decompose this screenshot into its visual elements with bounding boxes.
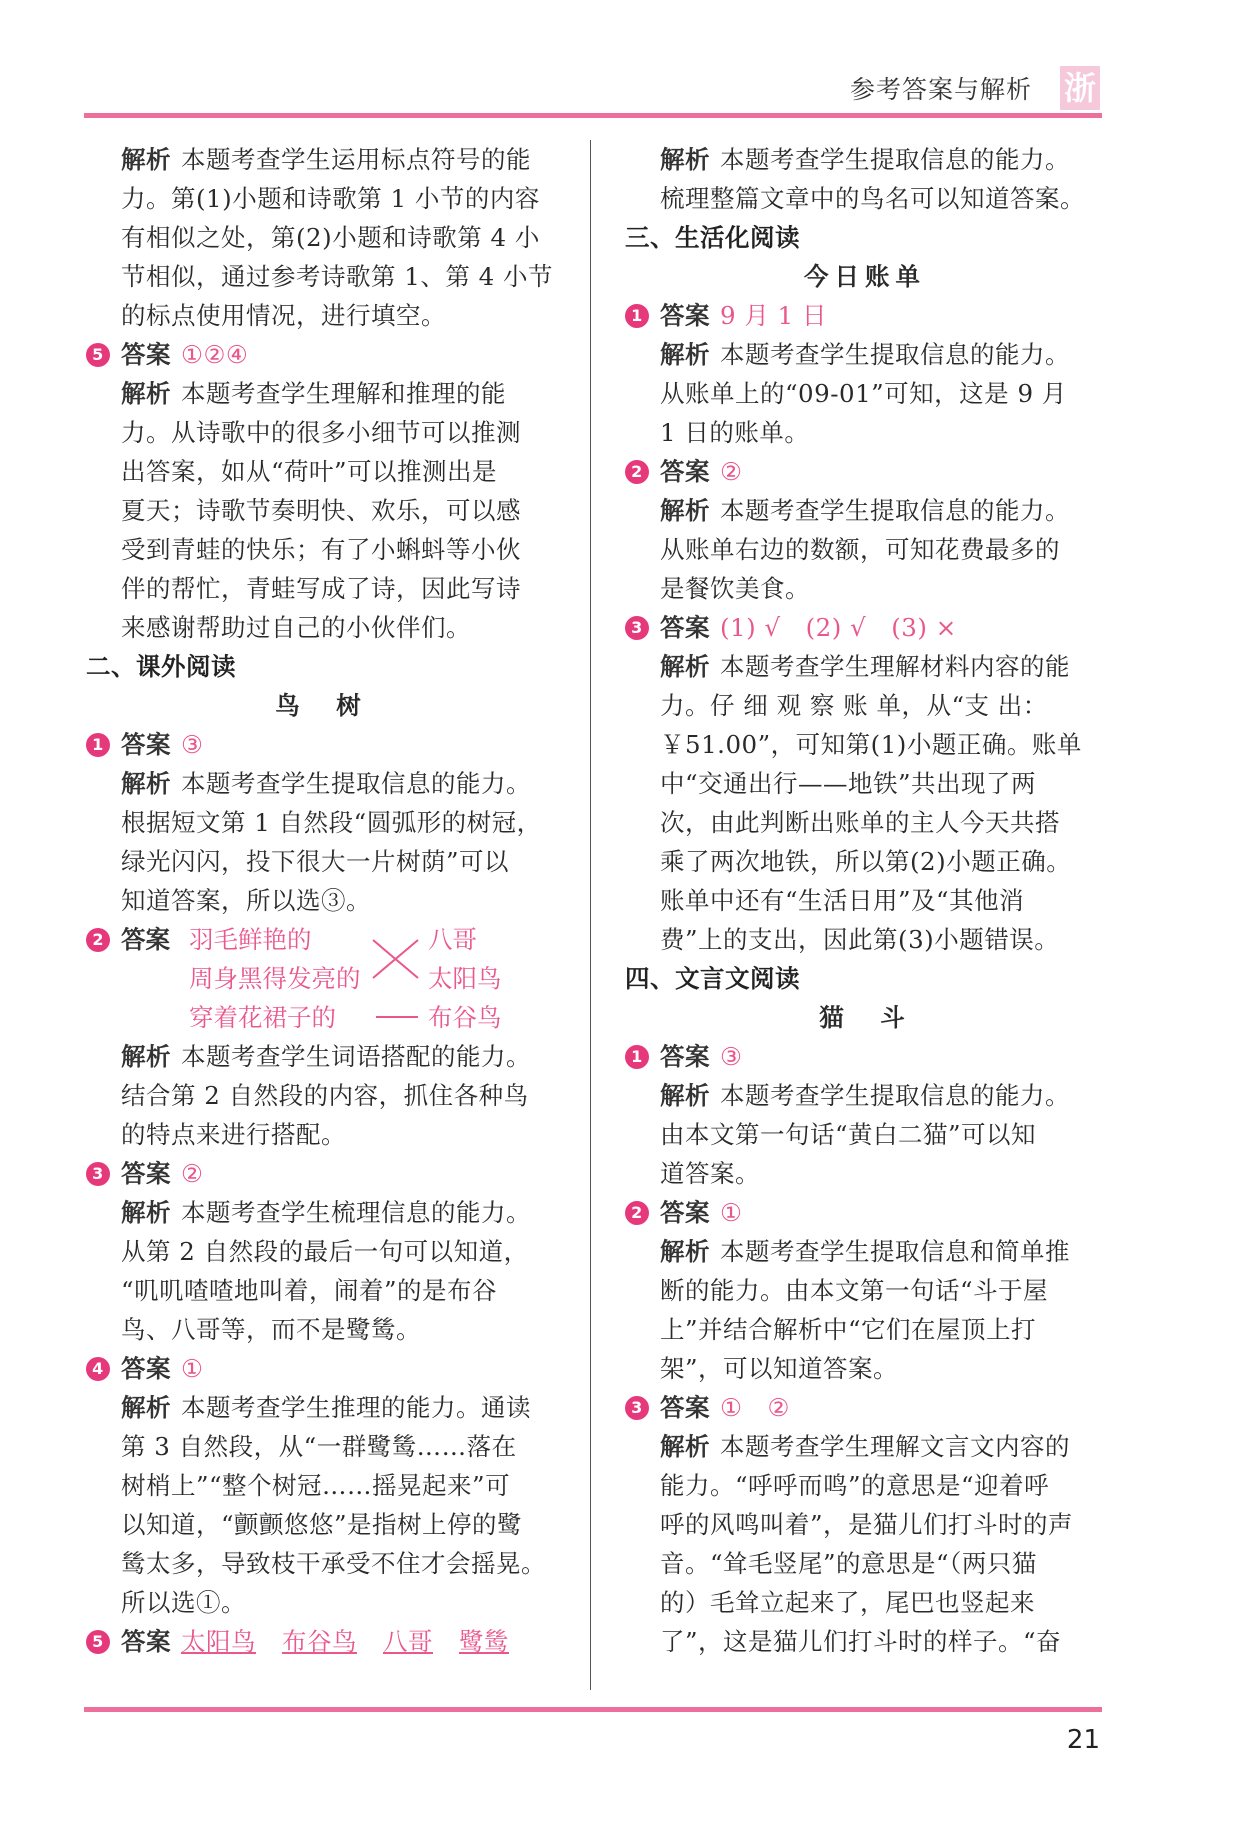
question-number: 1 bbox=[86, 733, 110, 757]
text-line: 伴的帮忙，青蛙写成了诗，因此写诗 bbox=[121, 574, 521, 603]
answer-line bbox=[86, 1349, 556, 1388]
text-line: 第 3 自然段，从“一群鹭鸶……落在 bbox=[121, 1432, 517, 1461]
analysis-label: 解析 bbox=[121, 769, 171, 798]
analysis-label: 解析 bbox=[660, 1081, 710, 1110]
text-line: ￥51.00”，可知第(1)小题正确。账单 bbox=[660, 730, 1082, 759]
text-line: 节相似，通过参考诗歌第 1、第 4 小节 bbox=[121, 262, 554, 291]
text-line: 费”上的支出，因此第(3)小题错误。 bbox=[660, 925, 1060, 954]
text-line: 乘了两次地铁，所以第(2)小题正确。 bbox=[660, 847, 1072, 876]
header-rule bbox=[84, 113, 1102, 118]
passage-title: 鸟 树 bbox=[275, 691, 367, 720]
text-line: 中“交通出行——地铁”共出现了两 bbox=[660, 769, 1037, 798]
text-line: 鸟、八哥等，而不是鹭鸶。 bbox=[121, 1315, 421, 1344]
text-line: 次，由此判断出账单的主人今天共搭 bbox=[660, 808, 1060, 837]
text-line: “叽叽喳喳地叫着，闹着”的是布谷 bbox=[121, 1276, 498, 1305]
text-line: 了”，这是猫儿们打斗时的样子。“奋 bbox=[660, 1627, 1062, 1656]
answer-value: ① bbox=[720, 1198, 743, 1227]
text-line: 音。“耸毛竖尾”的意思是“（两只猫 bbox=[660, 1549, 1037, 1578]
text-line: 夏天；诗歌节奏明快、欢乐，可以感 bbox=[121, 496, 521, 525]
answer-label: 答案 bbox=[121, 925, 170, 954]
right-column bbox=[625, 140, 1105, 1661]
text-line: 的标点使用情况，进行填空。 bbox=[121, 301, 446, 330]
answer-label: 答案 bbox=[660, 1393, 710, 1422]
text-line: 道答案。 bbox=[660, 1159, 760, 1188]
text-line: 从第 2 自然段的最后一句可以知道， bbox=[121, 1237, 529, 1266]
analysis-line: 解析 本题考查学生梳理信息的能力。 bbox=[121, 1198, 531, 1227]
match-right-item: 布谷鸟 bbox=[428, 1003, 502, 1032]
text-line: 绿光闪闪，投下很大一片树荫”可以 bbox=[121, 847, 510, 876]
match-right-item: 八哥 bbox=[428, 925, 477, 954]
matching-answer bbox=[86, 920, 556, 1037]
section-heading: 四、文言文阅读 bbox=[625, 964, 800, 993]
analysis-label: 解析 bbox=[121, 1198, 171, 1227]
answer-label: 答案 bbox=[660, 301, 710, 330]
answer-line bbox=[86, 1154, 556, 1193]
question-number: 1 bbox=[625, 304, 649, 328]
analysis-label: 解析 bbox=[660, 340, 710, 369]
analysis-line: 解析 本题考查学生理解和推理的能 bbox=[121, 379, 506, 408]
text-line: 上”并结合解析中“它们在屋顶上打 bbox=[660, 1315, 1037, 1344]
answer-value: 9 月 1 日 bbox=[720, 301, 828, 330]
question-number: 2 bbox=[625, 460, 649, 484]
answer-line bbox=[625, 296, 1105, 335]
answer-line bbox=[625, 608, 1105, 647]
column-divider bbox=[590, 140, 591, 1690]
answer-blank: 八哥 bbox=[383, 1627, 433, 1656]
text-line: 断的能力。由本文第一句话“斗于屋 bbox=[660, 1276, 1049, 1305]
text-line: 从账单上的“09-01”可知，这是 9 月 bbox=[660, 379, 1067, 408]
text-line: 有相似之处，第(2)小题和诗歌第 4 小 bbox=[121, 223, 540, 252]
text-line: 由本文第一句话“黄白二猫”可以知 bbox=[660, 1120, 1037, 1149]
analysis-line: 解析 本题考查学生提取信息的能力。 bbox=[660, 340, 1070, 369]
question-number: 3 bbox=[86, 1162, 110, 1186]
text-line: 鸶太多，导致枝干承受不住才会摇晃。 bbox=[121, 1549, 546, 1578]
analysis-line: 解析 本题考查学生理解材料内容的能 bbox=[660, 652, 1070, 681]
text-line: 的特点来进行搭配。 bbox=[121, 1120, 346, 1149]
question-number: 1 bbox=[625, 1045, 649, 1069]
answer-line bbox=[625, 1388, 1105, 1427]
answer-blank: 太阳鸟 bbox=[181, 1627, 256, 1656]
analysis-line: 解析 本题考查学生理解文言文内容的 bbox=[660, 1432, 1070, 1461]
answer-value: ① ② bbox=[720, 1393, 790, 1422]
question-number: 2 bbox=[625, 1201, 649, 1225]
analysis-label: 解析 bbox=[660, 1237, 710, 1266]
analysis-line: 解析 本题考查学生提取信息的能力。 bbox=[660, 1081, 1070, 1110]
matching-lines bbox=[86, 920, 556, 1037]
text-line: 账单中还有“生活日用”及“其他消 bbox=[660, 886, 1025, 915]
analysis-label: 解析 bbox=[121, 1393, 171, 1422]
answer-value: ③ bbox=[720, 1042, 743, 1071]
analysis-label: 解析 bbox=[660, 145, 710, 174]
analysis-line: 解析 本题考查学生提取信息和简单推 bbox=[660, 1237, 1070, 1266]
analysis-line: 解析 本题考查学生词语搭配的能力。 bbox=[121, 1042, 531, 1071]
answer-label: 答案 bbox=[121, 1627, 171, 1656]
match-left-item: 羽毛鲜艳的 bbox=[189, 925, 312, 954]
answer-line bbox=[86, 335, 556, 374]
text-line: 是餐饮美食。 bbox=[660, 574, 810, 603]
header-title: 参考答案与解析 bbox=[850, 75, 1033, 104]
text-line: 力。从诗歌中的很多小细节可以推测 bbox=[121, 418, 521, 447]
match-right-item: 太阳鸟 bbox=[428, 964, 502, 993]
answer-label: 答案 bbox=[121, 730, 171, 759]
answer-label: 答案 bbox=[660, 1198, 710, 1227]
answer-label: 答案 bbox=[660, 1042, 710, 1071]
text-line: 1 日的账单。 bbox=[660, 418, 810, 447]
analysis-line: 解析 本题考查学生推理的能力。通读 bbox=[121, 1393, 531, 1422]
analysis-line: 解析 本题考查学生提取信息的能力。 bbox=[660, 496, 1070, 525]
text-line: 的）毛耸立起来了，尾巴也竖起来 bbox=[660, 1588, 1035, 1617]
text-line: 梳理整篇文章中的鸟名可以知道答案。 bbox=[660, 184, 1085, 213]
answer-label: 答案 bbox=[660, 613, 710, 642]
text-line: 来感谢帮助过自己的小伙伴们。 bbox=[121, 613, 471, 642]
footer-rule bbox=[84, 1707, 1102, 1712]
answer-line bbox=[625, 1037, 1105, 1076]
analysis-line: 解析 本题考查学生提取信息的能力。 bbox=[660, 145, 1070, 174]
answer-label: 答案 bbox=[121, 1159, 171, 1188]
text-line: 根据短文第 1 自然段“圆弧形的树冠， bbox=[121, 808, 542, 837]
text-line: 以知道，“颤颤悠悠”是指树上停的鹭 bbox=[121, 1510, 523, 1539]
question-number: 3 bbox=[625, 1396, 649, 1420]
answer-line bbox=[86, 725, 556, 764]
text-line: 呼的风鸣叫着”，是猫儿们打斗时的声 bbox=[660, 1510, 1074, 1539]
answer-value: ① bbox=[181, 1354, 204, 1383]
answer-value: ② bbox=[720, 457, 743, 486]
text-line: 架”，可以知道答案。 bbox=[660, 1354, 899, 1383]
text-line: 知道答案，所以选③。 bbox=[121, 886, 371, 915]
text-line: 从账单右边的数额，可知花费最多的 bbox=[660, 535, 1060, 564]
answer-line bbox=[625, 452, 1105, 491]
answer-blank: 布谷鸟 bbox=[282, 1627, 357, 1656]
question-number: 5 bbox=[86, 343, 110, 367]
answer-blank: 鹭鸶 bbox=[459, 1627, 509, 1656]
text-line: 树梢上”“整个树冠……摇晃起来”可 bbox=[121, 1471, 511, 1500]
analysis-label: 解析 bbox=[121, 1042, 171, 1071]
analysis-label: 解析 bbox=[660, 1432, 710, 1461]
page-number: 21 bbox=[1066, 1725, 1100, 1755]
text-line: 力。第(1)小题和诗歌第 1 小节的内容 bbox=[121, 184, 540, 213]
answer-value: (1) √ (2) √ (3) × bbox=[720, 613, 957, 642]
text-line: 所以选①。 bbox=[121, 1588, 246, 1617]
analysis-label: 解析 bbox=[660, 652, 710, 681]
analysis-label: 解析 bbox=[121, 145, 171, 174]
text-line: 能力。“呼呼而鸣”的意思是“迎着呼 bbox=[660, 1471, 1050, 1500]
passage-title: 猫 斗 bbox=[819, 1003, 911, 1032]
answer-value: ①②④ bbox=[181, 340, 249, 369]
section-heading: 三、生活化阅读 bbox=[625, 223, 800, 252]
passage-title: 今日账单 bbox=[804, 262, 926, 291]
question-number: 4 bbox=[86, 1357, 110, 1381]
analysis-line: 解析 本题考查学生运用标点符号的能 bbox=[121, 145, 531, 174]
answer-label: 答案 bbox=[660, 457, 710, 486]
analysis-label: 解析 bbox=[121, 379, 171, 408]
question-number: 3 bbox=[625, 616, 649, 640]
text-line: 出答案，如从“荷叶”可以推测出是 bbox=[121, 457, 498, 486]
text-line: 受到青蛙的快乐；有了小蝌蚪等小伙 bbox=[121, 535, 521, 564]
answer-line bbox=[86, 1622, 556, 1661]
answer-value: ② bbox=[181, 1159, 204, 1188]
analysis-label: 解析 bbox=[660, 496, 710, 525]
answer-label: 答案 bbox=[121, 1354, 171, 1383]
question-number: 2 bbox=[86, 928, 110, 952]
section-heading: 二、课外阅读 bbox=[86, 652, 236, 681]
answer-value: ③ bbox=[181, 730, 204, 759]
answer-label: 答案 bbox=[121, 340, 171, 369]
answer-line bbox=[625, 1193, 1105, 1232]
text-line: 结合第 2 自然段的内容，抓住各种鸟 bbox=[121, 1081, 529, 1110]
question-number: 5 bbox=[86, 1630, 110, 1654]
analysis-line: 解析 本题考查学生提取信息的能力。 bbox=[121, 769, 531, 798]
province-badge: 浙 bbox=[1060, 66, 1100, 110]
match-left-item: 周身黑得发亮的 bbox=[189, 964, 361, 993]
match-left-item: 穿着花裙子的 bbox=[189, 1003, 336, 1032]
left-column bbox=[86, 140, 556, 1661]
text-line: 力。仔 细 观 察 账 单，从“支 出： bbox=[660, 691, 1048, 720]
